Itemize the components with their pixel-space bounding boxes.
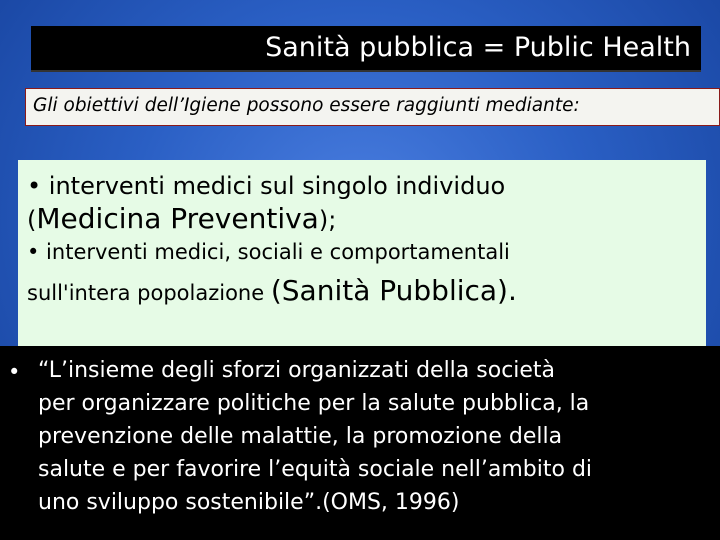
- slide-title: Sanità pubblica = Public Health: [265, 32, 691, 63]
- title-bar: [31, 26, 701, 72]
- quote-line: salute e per favorire l’equità sociale nell’ambito di: [38, 457, 593, 482]
- close-paren: );: [318, 206, 337, 234]
- quote-line: uno sviluppo sostenibile”.(OMS, 1996): [38, 490, 460, 515]
- points-box: [18, 160, 706, 355]
- point-2-line-1: • interventi medici, sociali e comportamentali: [27, 240, 510, 264]
- quote-line: prevenzione delle malattie, la promozione della: [38, 424, 563, 449]
- sanita-pubblica-term: (Sanità Pubblica).: [270, 274, 517, 307]
- point-1-line-1: • interventi medici sul singolo individuo: [27, 172, 506, 200]
- quote-line: “L’insieme degli sforzi organizzati della società: [38, 358, 556, 383]
- medicina-preventiva-term: Medicina Preventiva: [36, 202, 319, 235]
- subtitle-text: Gli obiettivi dell’Igiene possono essere raggiunti mediante:: [33, 95, 580, 116]
- popolazione-text: sull'intera popolazione: [27, 281, 271, 305]
- quote-bullet: •: [8, 360, 21, 384]
- who-definition-quote: [38, 354, 708, 519]
- subtitle-box: [25, 88, 720, 126]
- point-2-line-2: [27, 274, 517, 307]
- quote-line: per organizzare politiche per la salute pubblica, la: [38, 391, 590, 416]
- open-paren: (: [27, 206, 37, 234]
- point-1-line-2: [27, 202, 336, 235]
- quote-box: [0, 346, 720, 540]
